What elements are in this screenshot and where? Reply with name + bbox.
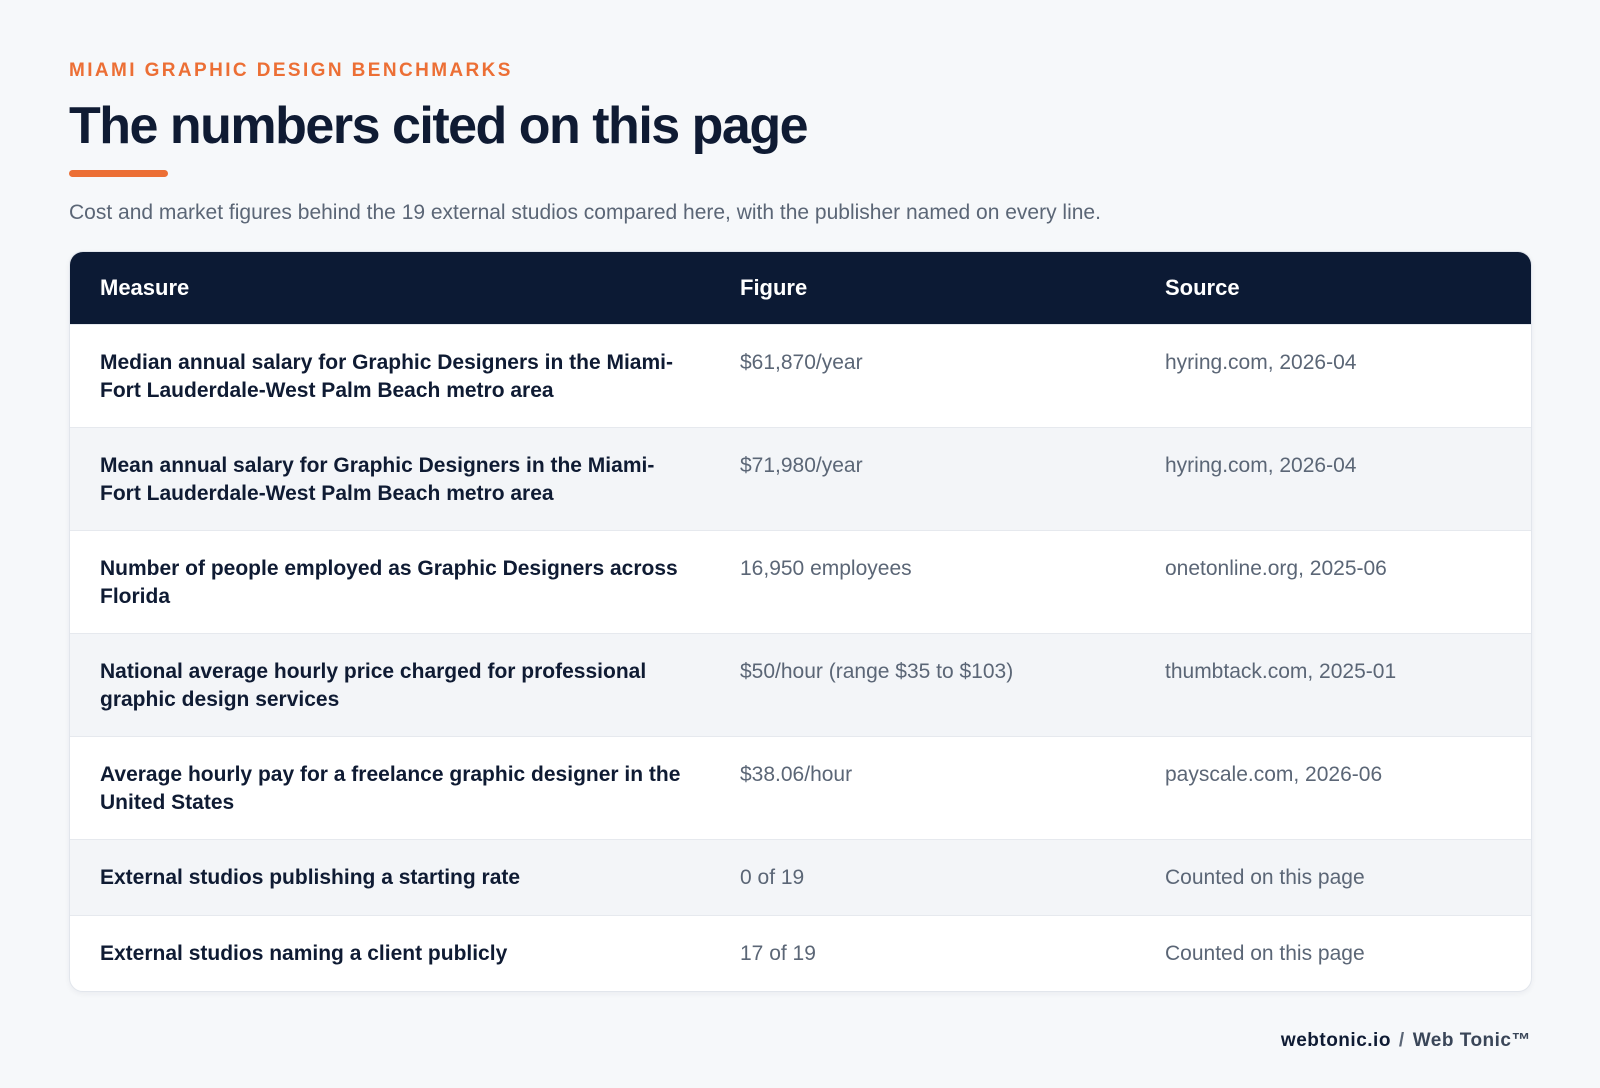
table-row [70,736,1531,839]
measure-cell: Number of people employed as Graphic Designers across Florida [100,556,678,608]
footer-separator: / [1398,1030,1405,1051]
footer-brand: Web Tonic™ [1412,1030,1531,1051]
benchmarks-table-card [69,251,1532,992]
figure-cell: $38.06/hour [740,762,853,786]
source-cell: onetonline.org, 2025-06 [1165,556,1387,580]
measure-cell: External studios naming a client publicly [100,941,508,965]
footer-site-link[interactable]: webtonic.io [1280,1030,1391,1051]
column-header-figure: Figure [740,274,808,300]
figure-cell: 17 of 19 [740,941,816,965]
column-header-source: Source [1165,274,1240,300]
source-cell: payscale.com, 2026-06 [1165,762,1383,786]
source-cell: thumbtack.com, 2025-01 [1165,659,1397,683]
eyebrow-label: MIAMI GRAPHIC DESIGN BENCHMARKS [69,60,513,81]
table-row [70,633,1531,736]
source-cell: hyring.com, 2026-04 [1165,453,1357,477]
benchmarks-table [70,252,1531,991]
figure-cell: 16,950 employees [740,556,912,580]
measure-cell: Median annual salary for Graphic Designers in the Miami-Fort Lauderdale-West Palm Beach metro area [100,350,673,402]
source-cell: hyring.com, 2026-04 [1165,350,1357,374]
footer-credit [1281,1030,1531,1052]
column-header-measure: Measure [100,274,190,300]
title-accent-bar [69,170,168,177]
measure-cell: Mean annual salary for Graphic Designers in the Miami-Fort Lauderdale-West Palm Beach metro area [100,453,655,505]
table-row [70,324,1531,427]
source-cell: Counted on this page [1165,865,1365,889]
source-cell: Counted on this page [1165,941,1365,965]
measure-cell: External studios publishing a starting rate [100,865,521,889]
table-row [70,530,1531,633]
table-row [70,915,1531,991]
table-row [70,839,1531,915]
figure-cell: $71,980/year [740,453,863,477]
page-subtitle: Cost and market figures behind the 19 external studios compared here, with the publisher named on every line. [69,201,1101,224]
page-title: The numbers cited on this page [69,97,807,155]
figure-cell: $61,870/year [740,350,863,374]
figure-cell: 0 of 19 [740,865,805,889]
table-header-row [70,252,1531,324]
measure-cell: National average hourly price charged for professional graphic design services [100,659,647,711]
table-row [70,427,1531,530]
page-content [69,58,1530,992]
figure-cell: $50/hour (range $35 to $103) [740,659,1014,683]
measure-cell: Average hourly pay for a freelance graphic designer in the United States [100,762,681,814]
